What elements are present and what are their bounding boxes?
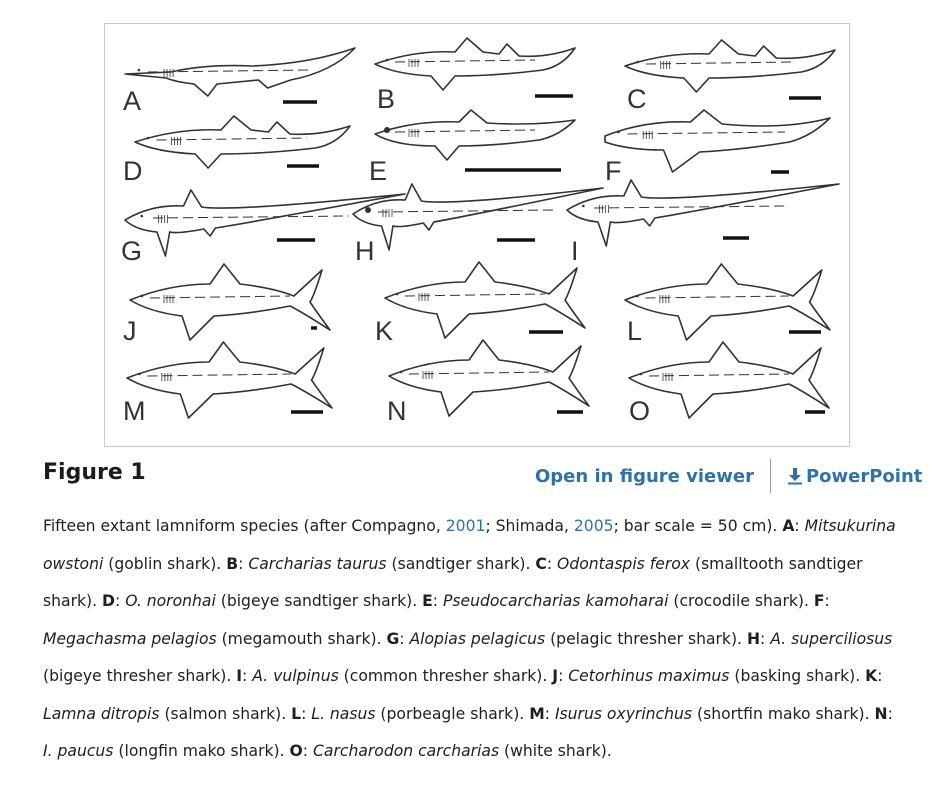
actions-divider — [770, 459, 771, 493]
panel-letter: K — [375, 316, 394, 346]
caption-common-name: salmon shark — [170, 704, 276, 723]
caption-common-name: common thresher shark — [349, 667, 537, 685]
caption-species-name: O. noronhai — [125, 592, 216, 610]
open-in-figure-viewer-link[interactable]: Open in figure viewer — [535, 465, 754, 487]
panel-letter: H — [355, 236, 375, 266]
shark-drawing — [629, 342, 829, 418]
caption-panel-letter: C — [535, 554, 547, 573]
caption-intro-mid: ; Shimada, — [485, 517, 574, 535]
caption-species-name: Carcharodon carcharias — [313, 742, 500, 760]
caption-panel-letter: E — [422, 592, 433, 610]
shark-drawing — [567, 180, 839, 246]
caption-species-name: A. vulpinus — [252, 667, 339, 685]
caption-species-name: Lamna ditropis — [43, 704, 160, 723]
panel-letter: L — [627, 316, 643, 346]
panel-letter: C — [627, 84, 647, 114]
panel-letter: B — [377, 84, 396, 114]
panel-letter: E — [369, 156, 388, 186]
caption-common-name: crocodile shark — [679, 592, 798, 610]
caption-panel-letter: D — [102, 592, 115, 610]
caption-common-name: white shark — [510, 742, 601, 760]
caption-panel-letter: K — [865, 667, 878, 685]
caption-panel-letter: J — [552, 667, 559, 685]
figure-title: Figure 1 — [43, 460, 146, 485]
caption-common-name: megamouth shark — [227, 629, 371, 648]
caption-common-name: basking shark — [740, 667, 850, 685]
caption-species-name: Mitsukurina owstoni — [43, 517, 896, 573]
shark-drawing — [625, 40, 835, 92]
caption-species-name: Odontaspis ferox — [557, 554, 691, 573]
caption-species-name: Pseudocarcharias kamoharai — [442, 592, 669, 610]
caption-species-name: Alopias pelagicus — [409, 629, 546, 648]
figure-caption — [43, 508, 903, 771]
caption-species-name: Isurus oxyrinchus — [554, 704, 693, 723]
panel-letter: I — [571, 236, 579, 266]
shark-drawing — [625, 264, 830, 340]
caption-species-name: Cetorhinus maximus — [568, 667, 730, 685]
species-list: A: Mitsukurina owstoni (goblin shark). B: Carcharias taurus (sandtiger shark). C: Odontaspis ferox (smalltooth sandtiger shark). D: O. noronhai (bigeye sandtiger shark). E: Pseudocarcharias kamoharai (crocodile shark). F: Megachasma pelagios (megamouth shark). G: Alopias pelagicus (pelagic thresher shark). H: A. superciliosus (bigeye thresher shark). I: A. vulpinus (common thresher shark). J: Cetorhinus maximus (basking shark). K: Lamna ditropis (salmon shark). L: L. nasus (porbeagle shark). M: Isurus oxyrinchus (shortfin mako shark). N: I. paucus (longfin mako shark). O: Carcharodon carcharias (white shark). — [43, 517, 896, 760]
shark-line-drawings — [105, 24, 849, 446]
caption-common-name: porbeagle shark — [386, 704, 514, 723]
caption-species-name: A. superciliosus — [770, 629, 893, 648]
shark-drawing — [389, 340, 589, 416]
caption-species-name: L. nasus — [311, 704, 376, 723]
caption-panel-letter: L — [291, 704, 302, 723]
reference-link-shimada[interactable]: 2005 — [573, 517, 614, 535]
caption-species-name: Megachasma pelagios — [43, 629, 217, 648]
caption-intro-pre: Fifteen extant lamniform species (after Compagno, — [43, 517, 446, 535]
caption-final-period: . — [606, 742, 612, 760]
caption-intro-post: ; bar scale = 50 cm). — [613, 517, 783, 535]
powerpoint-link[interactable] — [787, 466, 922, 487]
caption-species-name: I. paucus — [43, 742, 114, 760]
caption-common-name: longfin mako shark — [124, 742, 274, 760]
panel-letter: N — [387, 396, 407, 426]
download-icon — [787, 467, 803, 485]
panel-letter: F — [605, 156, 622, 186]
shark-drawing — [127, 342, 332, 418]
panel-letter: G — [121, 236, 143, 266]
caption-panel-letter: M — [529, 704, 545, 723]
caption-panel-letter: G — [386, 629, 400, 648]
panel-letter: J — [123, 316, 137, 346]
panel-letter: O — [629, 396, 651, 426]
caption-panel-letter: O — [289, 742, 303, 760]
panel-letter: D — [123, 156, 143, 186]
shark-drawing — [353, 184, 603, 250]
caption-panel-letter: H — [746, 629, 761, 648]
caption-common-name: pelagic thresher shark — [556, 629, 731, 648]
shark-drawing — [605, 110, 830, 172]
shark-drawing — [385, 262, 585, 338]
shark-drawing — [125, 48, 355, 96]
caption-common-name: bigeye sandtiger shark — [226, 592, 407, 610]
caption-panel-letter: B — [226, 554, 239, 573]
shark-drawing — [375, 110, 575, 160]
reference-link-compagno[interactable]: 2001 — [445, 517, 486, 535]
caption-panel-letter: N — [874, 704, 888, 723]
shark-drawing — [135, 116, 350, 168]
caption-common-name: sandtiger shark — [397, 554, 520, 573]
caption-common-name: smalltooth sandtiger shark — [43, 554, 863, 610]
panel-letter: M — [123, 396, 146, 426]
caption-common-name: shortfin mako shark — [703, 704, 859, 723]
caption-panel-letter: F — [813, 592, 825, 610]
figure-image[interactable] — [104, 23, 850, 447]
shark-drawing — [130, 264, 330, 340]
panel-letter: A — [123, 86, 142, 116]
powerpoint-label: PowerPoint — [805, 465, 923, 487]
figure-actions — [535, 460, 922, 492]
caption-common-name: goblin shark — [114, 554, 211, 573]
shark-drawing — [375, 38, 575, 90]
caption-common-name: bigeye thresher shark — [49, 667, 221, 685]
caption-panel-letter: A — [782, 517, 795, 535]
caption-species-name: Carcharias taurus — [248, 554, 387, 573]
caption-panel-letter: I — [236, 667, 243, 685]
